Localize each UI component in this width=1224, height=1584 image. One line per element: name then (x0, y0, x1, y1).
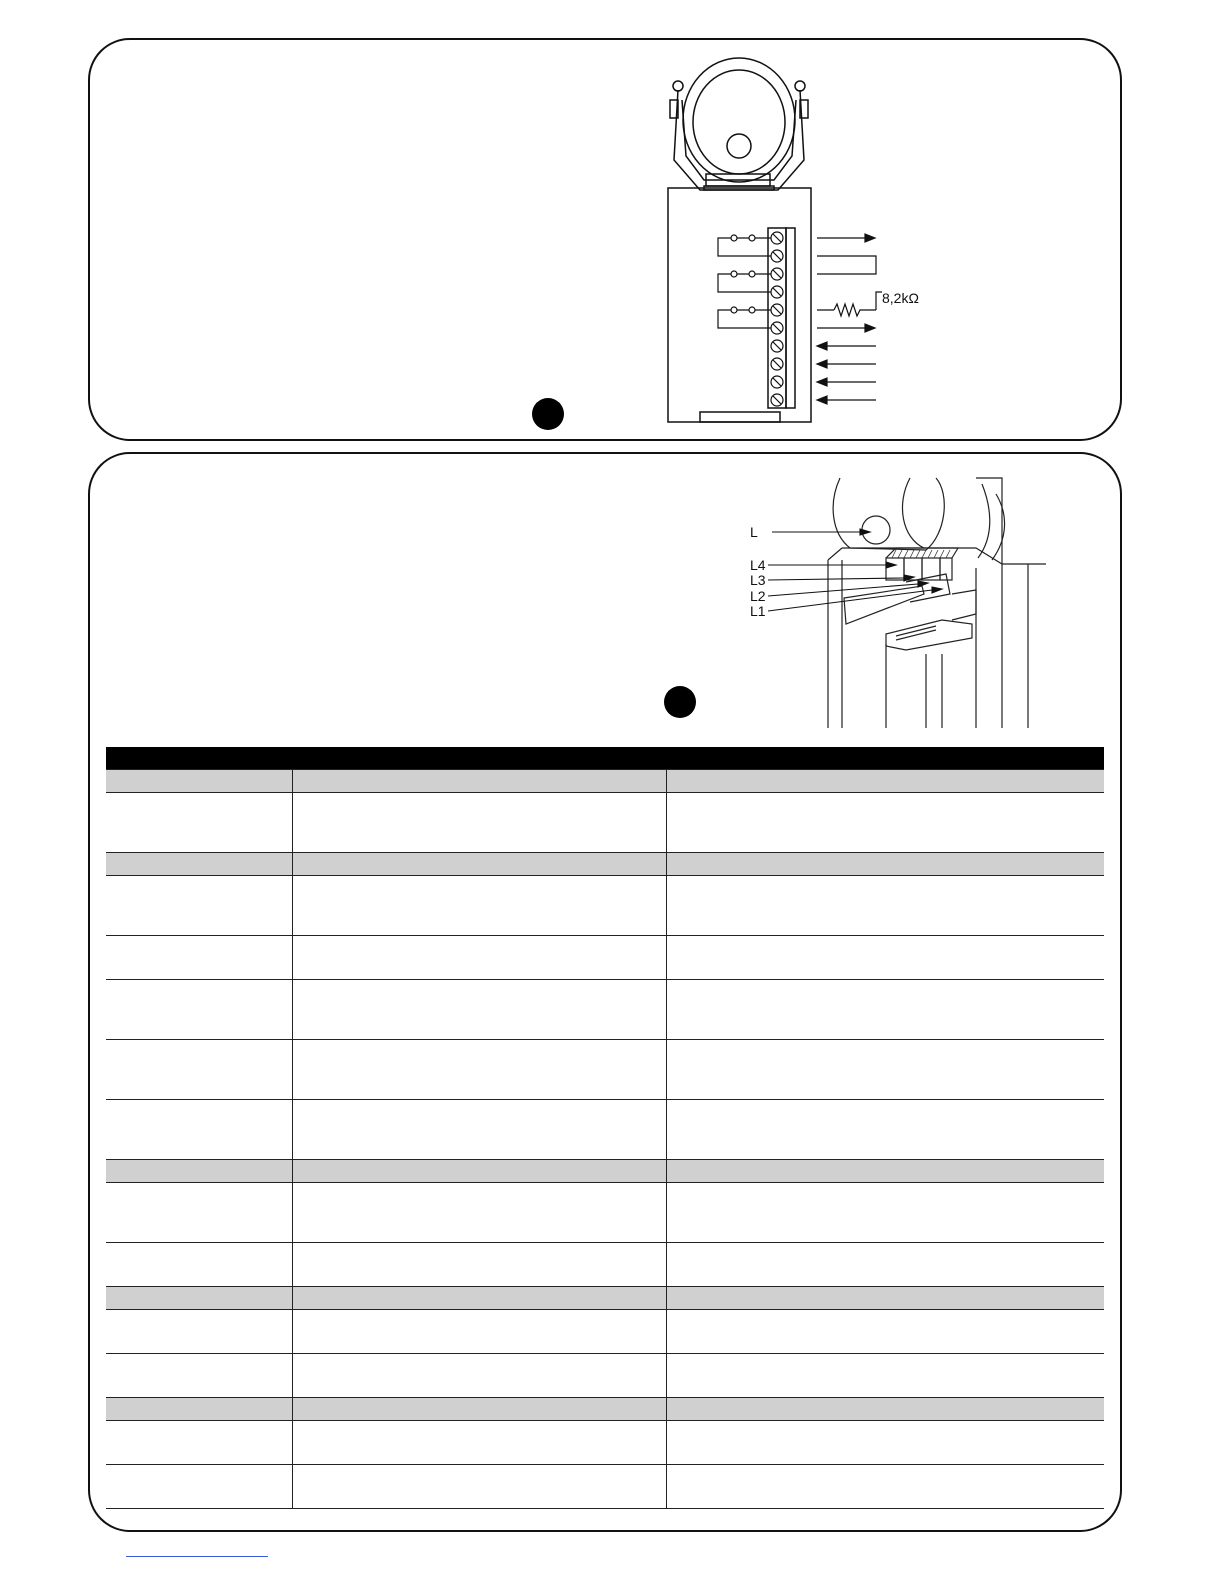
table-body (106, 770, 1104, 1509)
callout-L1: L1 (750, 603, 766, 619)
table-row (106, 1100, 1104, 1160)
section-header-row (106, 853, 1104, 876)
photocell-wiring-diagram (660, 50, 940, 430)
footer-link-underline[interactable] (126, 1556, 268, 1557)
figure-panel-1 (88, 38, 1122, 441)
table-row (106, 1421, 1104, 1465)
table-row (106, 980, 1104, 1040)
table-row (106, 1183, 1104, 1243)
section-header-row (106, 1287, 1104, 1310)
table-row (106, 1465, 1104, 1509)
section-header-row (106, 770, 1104, 793)
table-row (106, 1354, 1104, 1398)
terminal-screws (771, 232, 783, 406)
figure-number-marker-1 (532, 398, 564, 430)
table-row (106, 936, 1104, 980)
resistor-label: 8,2kΩ (882, 290, 919, 306)
callout-L3: L3 (750, 572, 766, 588)
section-header-row (106, 1160, 1104, 1183)
table-row (106, 1040, 1104, 1100)
callout-L2: L2 (750, 588, 766, 604)
callout-L: L (750, 524, 758, 540)
diagnostics-table (106, 747, 1104, 1509)
figure-number-marker-2 (664, 686, 696, 718)
callout-L4: L4 (750, 557, 766, 573)
table-row (106, 876, 1104, 936)
table-row (106, 1243, 1104, 1287)
led-indicator-diagram (746, 474, 1046, 730)
table-row (106, 1310, 1104, 1354)
table-title-bar (106, 747, 1104, 770)
table-row (106, 793, 1104, 853)
section-header-row (106, 1398, 1104, 1421)
